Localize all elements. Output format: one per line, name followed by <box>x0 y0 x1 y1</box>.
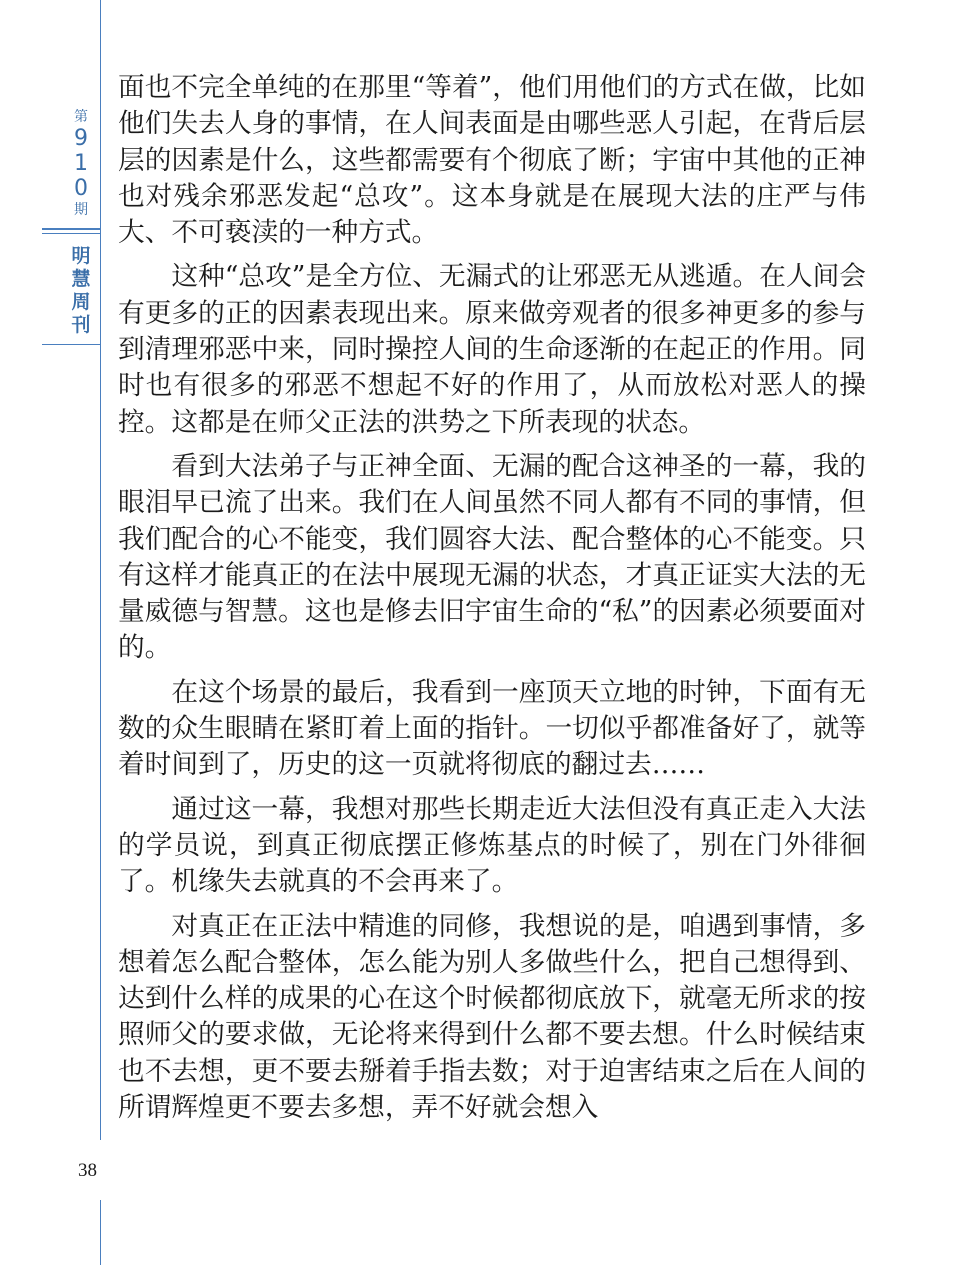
vertical-rule <box>100 1200 101 1265</box>
paragraph: 看到大法弟子与正神全面、无漏的配合这神圣的一幕，我的眼泪早已流了出来。我们在人间虽然不同人都有不同的事情，但我们配合的心不能变，我们圆容大法、配合整体的心不能变。只有这样才能真正的在法中展现无漏的状态，才真正证实大法的无量威德与智慧。这也是修去旧宇宙生命的“私”的因素必须要面对的。 <box>118 450 866 664</box>
paragraph: 面也不完全单纯的在那里“等着”，他们用他们的方式在做，比如他们失去人身的事情，在人间表面是由哪些恶人引起，在背后层层的因素是什么，这些都需要有个彻底了断；宇宙中其他的正神也对残余邪恶发起“总攻”。这本身就是在展现大法的庄严与伟大、不可亵渎的一种方式。 <box>118 72 866 249</box>
paragraph: 对真正在正法中精進的同修，我想说的是，咱遇到事情，多想着怎么配合整体，怎么能为别人多做些什么，把自己想得到、达到什么样的成果的心在这个时候都彻底放下，就毫无所求的按照师父的要求做，无论将来得到什么都不要去想。什么时候结束也不去想，更不要去掰着手指去数；对于迫害结束之后在人间的所谓辉煌更不要去多想，弄不好就会想入 <box>118 910 866 1124</box>
magazine-title <box>62 245 100 337</box>
magazine-char: 慧 <box>71 268 91 290</box>
issue-digit: 9 <box>74 126 88 151</box>
divider <box>42 228 100 230</box>
divider <box>42 233 100 234</box>
divider <box>42 344 100 345</box>
issue-prefix: 第 <box>74 109 88 125</box>
magazine-char: 明 <box>71 245 91 267</box>
issue-digit: 0 <box>74 176 88 201</box>
issue-number <box>62 108 100 219</box>
vertical-rule <box>100 0 101 1140</box>
paragraph: 这种“总攻”是全方位、无漏式的让邪恶无从逃遁。在人间会有更多的正的因素表现出来。原来做旁观者的很多神更多的参与到清理邪恶中来，同时操控人间的生命逐渐的在起正的作用。同时也有很多的邪恶不想起不好的作用了，从而放松对恶人的操控。这都是在师父正法的洪势之下所表现的状态。 <box>118 261 866 438</box>
paragraph: 在这个场景的最后，我看到一座顶天立地的时钟，下面有无数的众生眼睛在紧盯着上面的指针。一切似乎都准备好了，就等着时间到了，历史的这一页就将彻底的翻过去…… <box>118 676 866 781</box>
issue-suffix: 期 <box>74 202 88 218</box>
magazine-char: 刊 <box>71 314 91 336</box>
page-number: 38 <box>78 1160 97 1181</box>
magazine-char: 周 <box>71 291 91 313</box>
paragraph: 通过这一幕，我想对那些长期走近大法但没有真正走入大法的学员说，到真正彻底摆正修炼基点的时候了，别在门外徘徊了。机缘失去就真的不会再来了。 <box>118 793 866 898</box>
issue-digit: 1 <box>74 151 88 176</box>
article-body <box>118 70 866 1134</box>
sidebar <box>0 0 100 1265</box>
